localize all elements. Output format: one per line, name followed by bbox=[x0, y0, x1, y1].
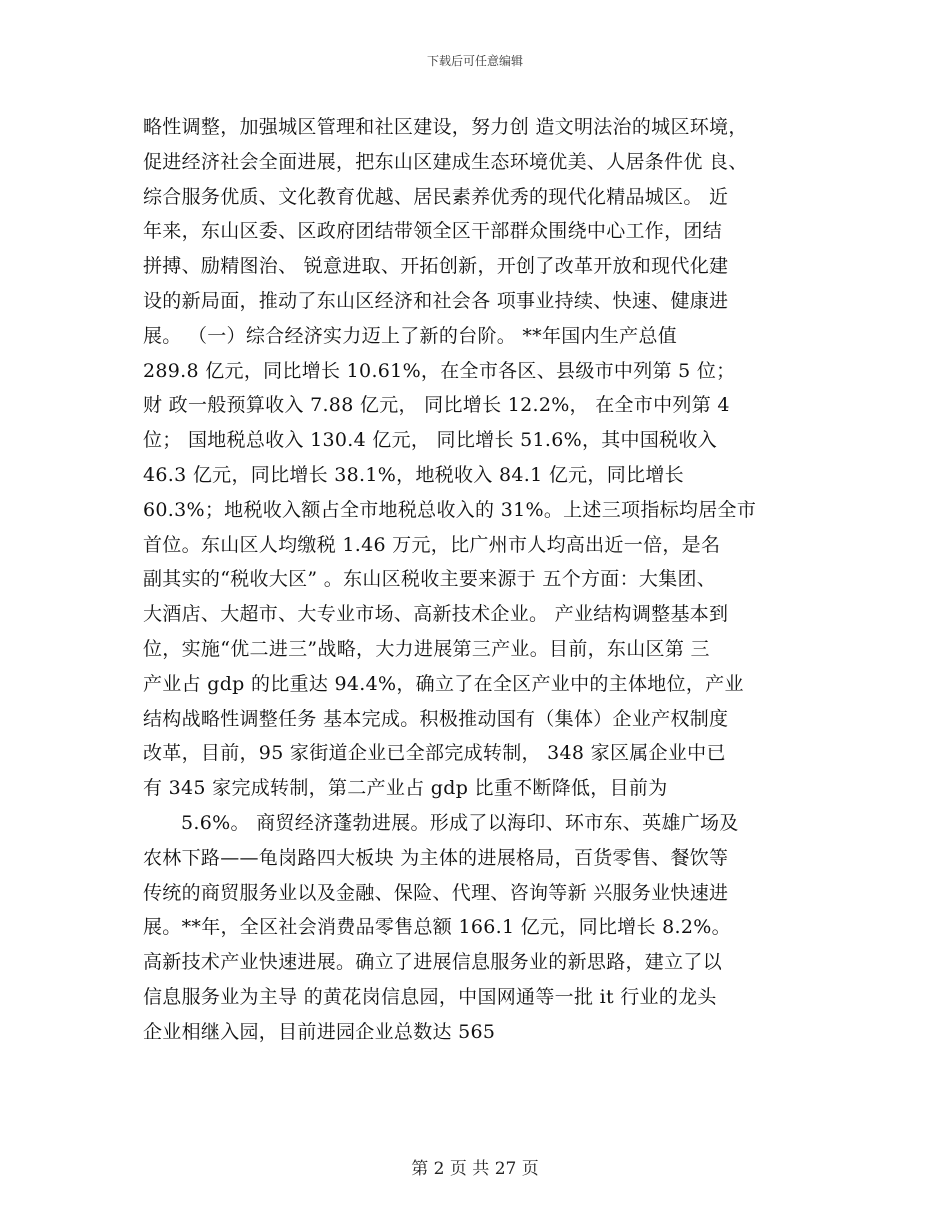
text-line-20: 有 345 家完成转制，第二产业占 gdp 比重不断降低，目前为 bbox=[143, 777, 668, 800]
text-line-27: 企业相继入园，目前进园企业总数达 565 bbox=[143, 1020, 496, 1043]
text-line-8: 289.8 亿元，同比增长 10.61%，在全市各区、县级市中列第 5 位； bbox=[143, 359, 736, 382]
text-line-23: 传统的商贸服务业以及金融、保险、代理、咨询等新 兴服务业快速进 bbox=[143, 881, 729, 904]
text-line-10: 位； 国地税总收入 130.4 亿元， 同比增长 51.6%，其中国税收入 bbox=[143, 429, 718, 452]
text-line-7: 展。 （一）综合经济实力迈上了新的台阶。 **年国内生产总值 bbox=[143, 324, 678, 347]
page-header: 下载后可任意编辑 bbox=[426, 54, 523, 68]
text-line-22: 农林下路——龟岗路四大板块 为主体的进展格局，百货零售、餐饮等 bbox=[143, 846, 729, 869]
page-number-footer: 第 2 页 共 27 页 bbox=[411, 1159, 539, 1179]
text-line-14: 副其实的“税收大区” 。东山区税收主要来源于 五个方面：大集团、 bbox=[143, 568, 717, 591]
text-line-15: 大酒店、大超市、大专业市场、高新技术企业。 产业结构调整基本到 bbox=[143, 603, 729, 626]
text-line-16: 位，实施“优二进三”战略，大力进展第三产业。目前，东山区第 三 bbox=[143, 637, 710, 660]
text-line-12: 60.3%；地税收入额占全市地税总收入的 31%。上述三项指标均居全市 bbox=[143, 498, 757, 521]
text-line-3: 综合服务优质、文化教育优越、居民素养优秀的现代化精品城区。 近 bbox=[143, 185, 729, 208]
text-line-18: 结构战略性调整任务 基本完成。积极推动国有（集体）企业产权制度 bbox=[143, 707, 729, 730]
text-line-25: 高新技术产业快速进展。确立了进展信息服务业的新思路，建立了以 bbox=[143, 951, 723, 974]
text-line-9: 财 政一般预算收入 7.88 亿元， 同比增长 12.2%， 在全市中列第 4 bbox=[143, 394, 730, 417]
text-line-13: 首位。东山区人均缴税 1.46 万元，比广州市人均高出近一倍，是名 bbox=[143, 533, 721, 556]
text-line-17: 产业占 gdp 的比重达 94.4%，确立了在全区产业中的主体地位，产业 bbox=[143, 672, 744, 695]
text-line-11: 46.3 亿元，同比增长 38.1%，地税收入 84.1 亿元，同比增长 bbox=[143, 463, 684, 486]
document-body bbox=[143, 110, 833, 1050]
text-line-5: 拼搏、励精图治、 锐意进取、开拓创新，开创了改革开放和现代化建 bbox=[143, 255, 729, 278]
text-line-26: 信息服务业为主导 的黄花岗信息园，中国网通等一批 it 行业的龙头 bbox=[143, 985, 717, 1008]
text-line-24: 展。**年，全区社会消费品零售总额 166.1 亿元，同比增长 8.2%。 bbox=[143, 916, 731, 939]
text-line-19: 改革，目前，95 家街道企业已全部完成转制， 348 家区属企业中已 bbox=[143, 742, 726, 765]
text-line-21: 5.6%。 商贸经济蓬勃进展。形成了以海印、环市东、英雄广场及 bbox=[181, 811, 739, 834]
text-line-1: 略性调整，加强城区管理和社区建设，努力创 造文明法治的城区环境， bbox=[143, 116, 748, 138]
text-line-6: 设的新局面，推动了东山区经济和社会各 项事业持续、快速、健康进 bbox=[143, 289, 729, 312]
text-line-2: 促进经济社会全面进展，把东山区建成生态环境优美、人居条件优 良、 bbox=[143, 150, 748, 173]
text-line-4: 年来，东山区委、区政府团结带领全区干部群众围绕中心工作，团结 bbox=[143, 220, 723, 243]
